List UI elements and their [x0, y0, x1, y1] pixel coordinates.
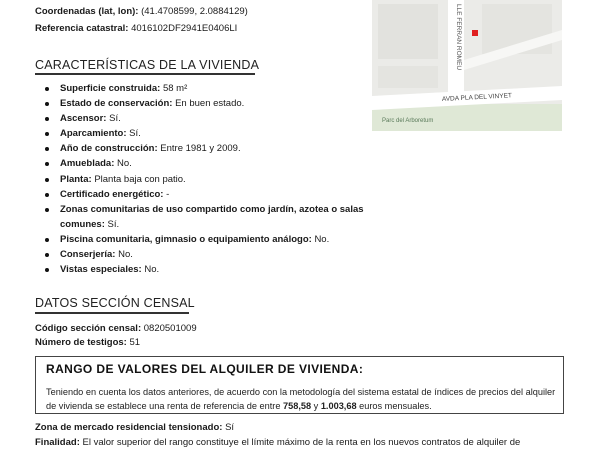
coordinates-label: Coordenadas (lat, lon):: [35, 6, 139, 17]
feature-item: Zonas comunitarias de uso compartido como jardín, azotea o salas comunes: Sí.: [38, 202, 368, 232]
feature-item: Ascensor: Sí.: [38, 111, 368, 126]
census-code-line: [35, 323, 197, 334]
coordinates-value: (41.4708599, 2.0884129): [141, 6, 248, 17]
tension-zone-value: Sí: [225, 422, 235, 433]
feature-item: Certificado energético: -: [38, 187, 368, 202]
rent-range-title: RANGO DE VALORES DEL ALQUILER DE VIVIENDA:: [46, 362, 364, 376]
feature-item: Superficie construida: 58 m²: [38, 81, 368, 96]
map-park-label: Parc del Arboretum: [382, 118, 434, 124]
witness-count-label: Número de testigos:: [35, 337, 127, 348]
map-graphic: [372, 0, 562, 131]
rent-range-box: [35, 356, 564, 414]
feature-item: Año de construcción: Entre 1981 y 2009.: [38, 141, 368, 156]
purpose-label: Finalidad:: [35, 437, 80, 448]
witness-count-line: [35, 337, 140, 348]
coordinates-line: [35, 6, 248, 17]
location-marker: [472, 30, 478, 36]
census-code-label: Código sección censal:: [35, 323, 142, 334]
feature-item: Amueblada: No.: [38, 156, 368, 171]
purpose-line: [35, 437, 595, 448]
census-section-title: DATOS SECCIÓN CENSAL: [35, 296, 195, 310]
features-section-rule: [35, 73, 255, 75]
map-street-vertical-label: LLE FERRAN ROMEU: [455, 4, 462, 71]
rent-range-text: Teniendo en cuenta los datos anteriores, de acuerdo con la metodología del sistema estatal de índices de precios del alquiler de vivienda se establece una renta de referencia de entre 758,58 y 1.003,68 euros mensuales.: [46, 387, 556, 411]
feature-item: Estado de conservación: En buen estado.: [38, 96, 368, 111]
census-code-value: 0820501009: [143, 323, 197, 334]
cadastral-ref-value: 4016102DF2941E0406LI: [131, 23, 238, 34]
cadastral-ref-label: Referencia catastral:: [35, 23, 129, 34]
census-section-rule: [35, 312, 189, 314]
tension-zone-line: [35, 422, 234, 433]
rent-max-value: 1.003,68: [320, 401, 357, 411]
purpose-value: El valor superior del rango constituye el límite máximo de la renta en los nuevos contratos de alquiler de: [82, 437, 521, 448]
location-map: [372, 0, 562, 131]
rent-min-value: 758,58: [283, 401, 312, 411]
cadastral-ref-line: [35, 23, 237, 34]
map-avenue-label: AVDA PLA DEL VINYET: [441, 92, 513, 103]
witness-count-value: 51: [129, 337, 141, 348]
features-section-title: CARACTERÍSTICAS DE LA VIVIENDA: [35, 58, 260, 72]
feature-item: Aparcamiento: Sí.: [38, 126, 368, 141]
features-list: [38, 81, 368, 277]
feature-item: Conserjería: No.: [38, 247, 368, 262]
tension-zone-label: Zona de mercado residencial tensionado:: [35, 422, 223, 433]
feature-item: Vistas especiales: No.: [38, 262, 368, 277]
feature-item: Planta: Planta baja con patio.: [38, 172, 368, 187]
feature-item: Piscina comunitaria, gimnasio o equipamiento análogo: No.: [38, 232, 368, 247]
